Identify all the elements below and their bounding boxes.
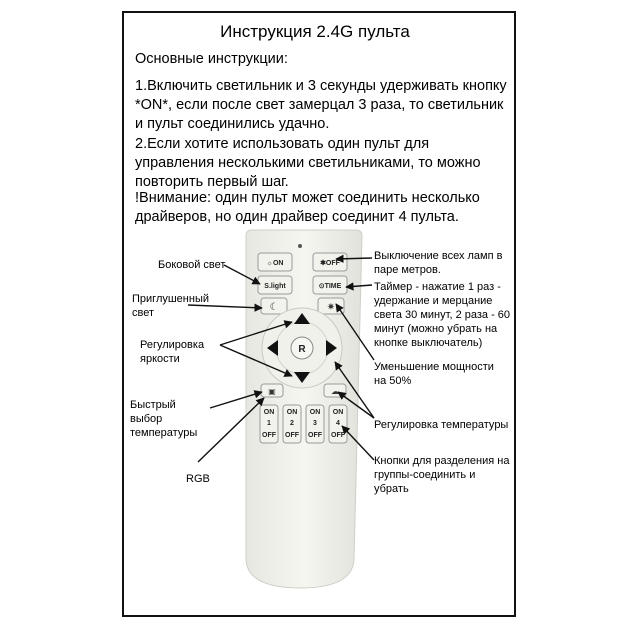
center-rgb-button[interactable] [291,337,313,359]
instruction-step-1: 1.Включить светильник и 3 секунды удерживать кнопку *ON*, если после свет замерцал 3 раза, то светильник и пульт соединились удачно. [135,78,507,132]
label-power-reduce: Уменьшение мощности на 50% [374,361,494,387]
svg-text:ON: ON [263,409,275,416]
label-side-light: Боковой свет [158,259,226,271]
page-title: Инструкция 2.4G пульта [220,22,410,41]
group-button-3[interactable] [306,405,324,443]
label-dim-light: Приглушенный свет [132,293,209,319]
svg-text:⊙TIME: ⊙TIME [318,283,342,290]
label-brightness: Регулировка яркости [140,339,205,365]
quick-temp-button[interactable] [261,384,283,397]
svg-text:3: 3 [313,420,317,427]
half-power-button[interactable] [318,298,344,314]
svg-text:OFF: OFF [308,432,322,439]
timer-button[interactable] [313,276,347,294]
label-group-buttons: Кнопки для разделения на группы-соединить и убрать [374,455,510,495]
label-temp-adjust: Регулировка температуры [374,419,509,431]
label-quick-temp: Быстрый выбор температуры [130,399,198,439]
svg-text:1: 1 [267,420,271,427]
svg-text:4: 4 [336,420,340,427]
svg-text:☼ON: ☼ON [266,260,284,267]
sun-icon: ✷ [326,302,336,313]
group-button-4[interactable] [329,405,347,443]
svg-text:✱OFF: ✱OFF [320,260,340,267]
group-button-2[interactable] [283,405,301,443]
svg-text:OFF: OFF [262,432,276,439]
svg-text:2: 2 [290,420,294,427]
label-rgb: RGB [186,473,210,485]
svg-text:ON: ON [286,409,298,416]
group-button-1[interactable] [260,405,278,443]
moon-icon: ☾ [269,302,279,313]
svg-text:R: R [298,344,306,355]
svg-text:ON: ON [309,409,321,416]
warning-note: !Внимание: один пульт может соединить несколько драйверов, но один драйвер соединит 4 пульта. [135,190,480,225]
svg-text:OFF: OFF [331,432,345,439]
label-all-off: Выключение всех ламп в паре метров. [374,250,503,276]
svg-text:OFF: OFF [285,432,299,439]
off-button[interactable] [313,253,347,271]
rgb-icon: ▣ [268,387,276,396]
subtitle: Основные инструкции: [135,51,288,67]
on-button[interactable] [258,253,292,271]
indicator-led [298,244,302,248]
dim-light-button[interactable] [261,298,287,314]
side-light-button[interactable] [258,276,292,294]
instruction-step-2: 2.Если хотите использовать один пульт для управления несколькими светильниками, то можно повторить первый шаг. [135,136,481,190]
svg-text:ON: ON [332,409,344,416]
cloud-sun-icon: ☁ [331,387,339,396]
label-timer: Таймер - нажатие 1 раз - удержание и мерцание света 30 минут, 2 раза - 60 минут (можно убрать на кнопке выключатель) [374,281,511,349]
svg-text:S.light: S.light [264,283,286,290]
